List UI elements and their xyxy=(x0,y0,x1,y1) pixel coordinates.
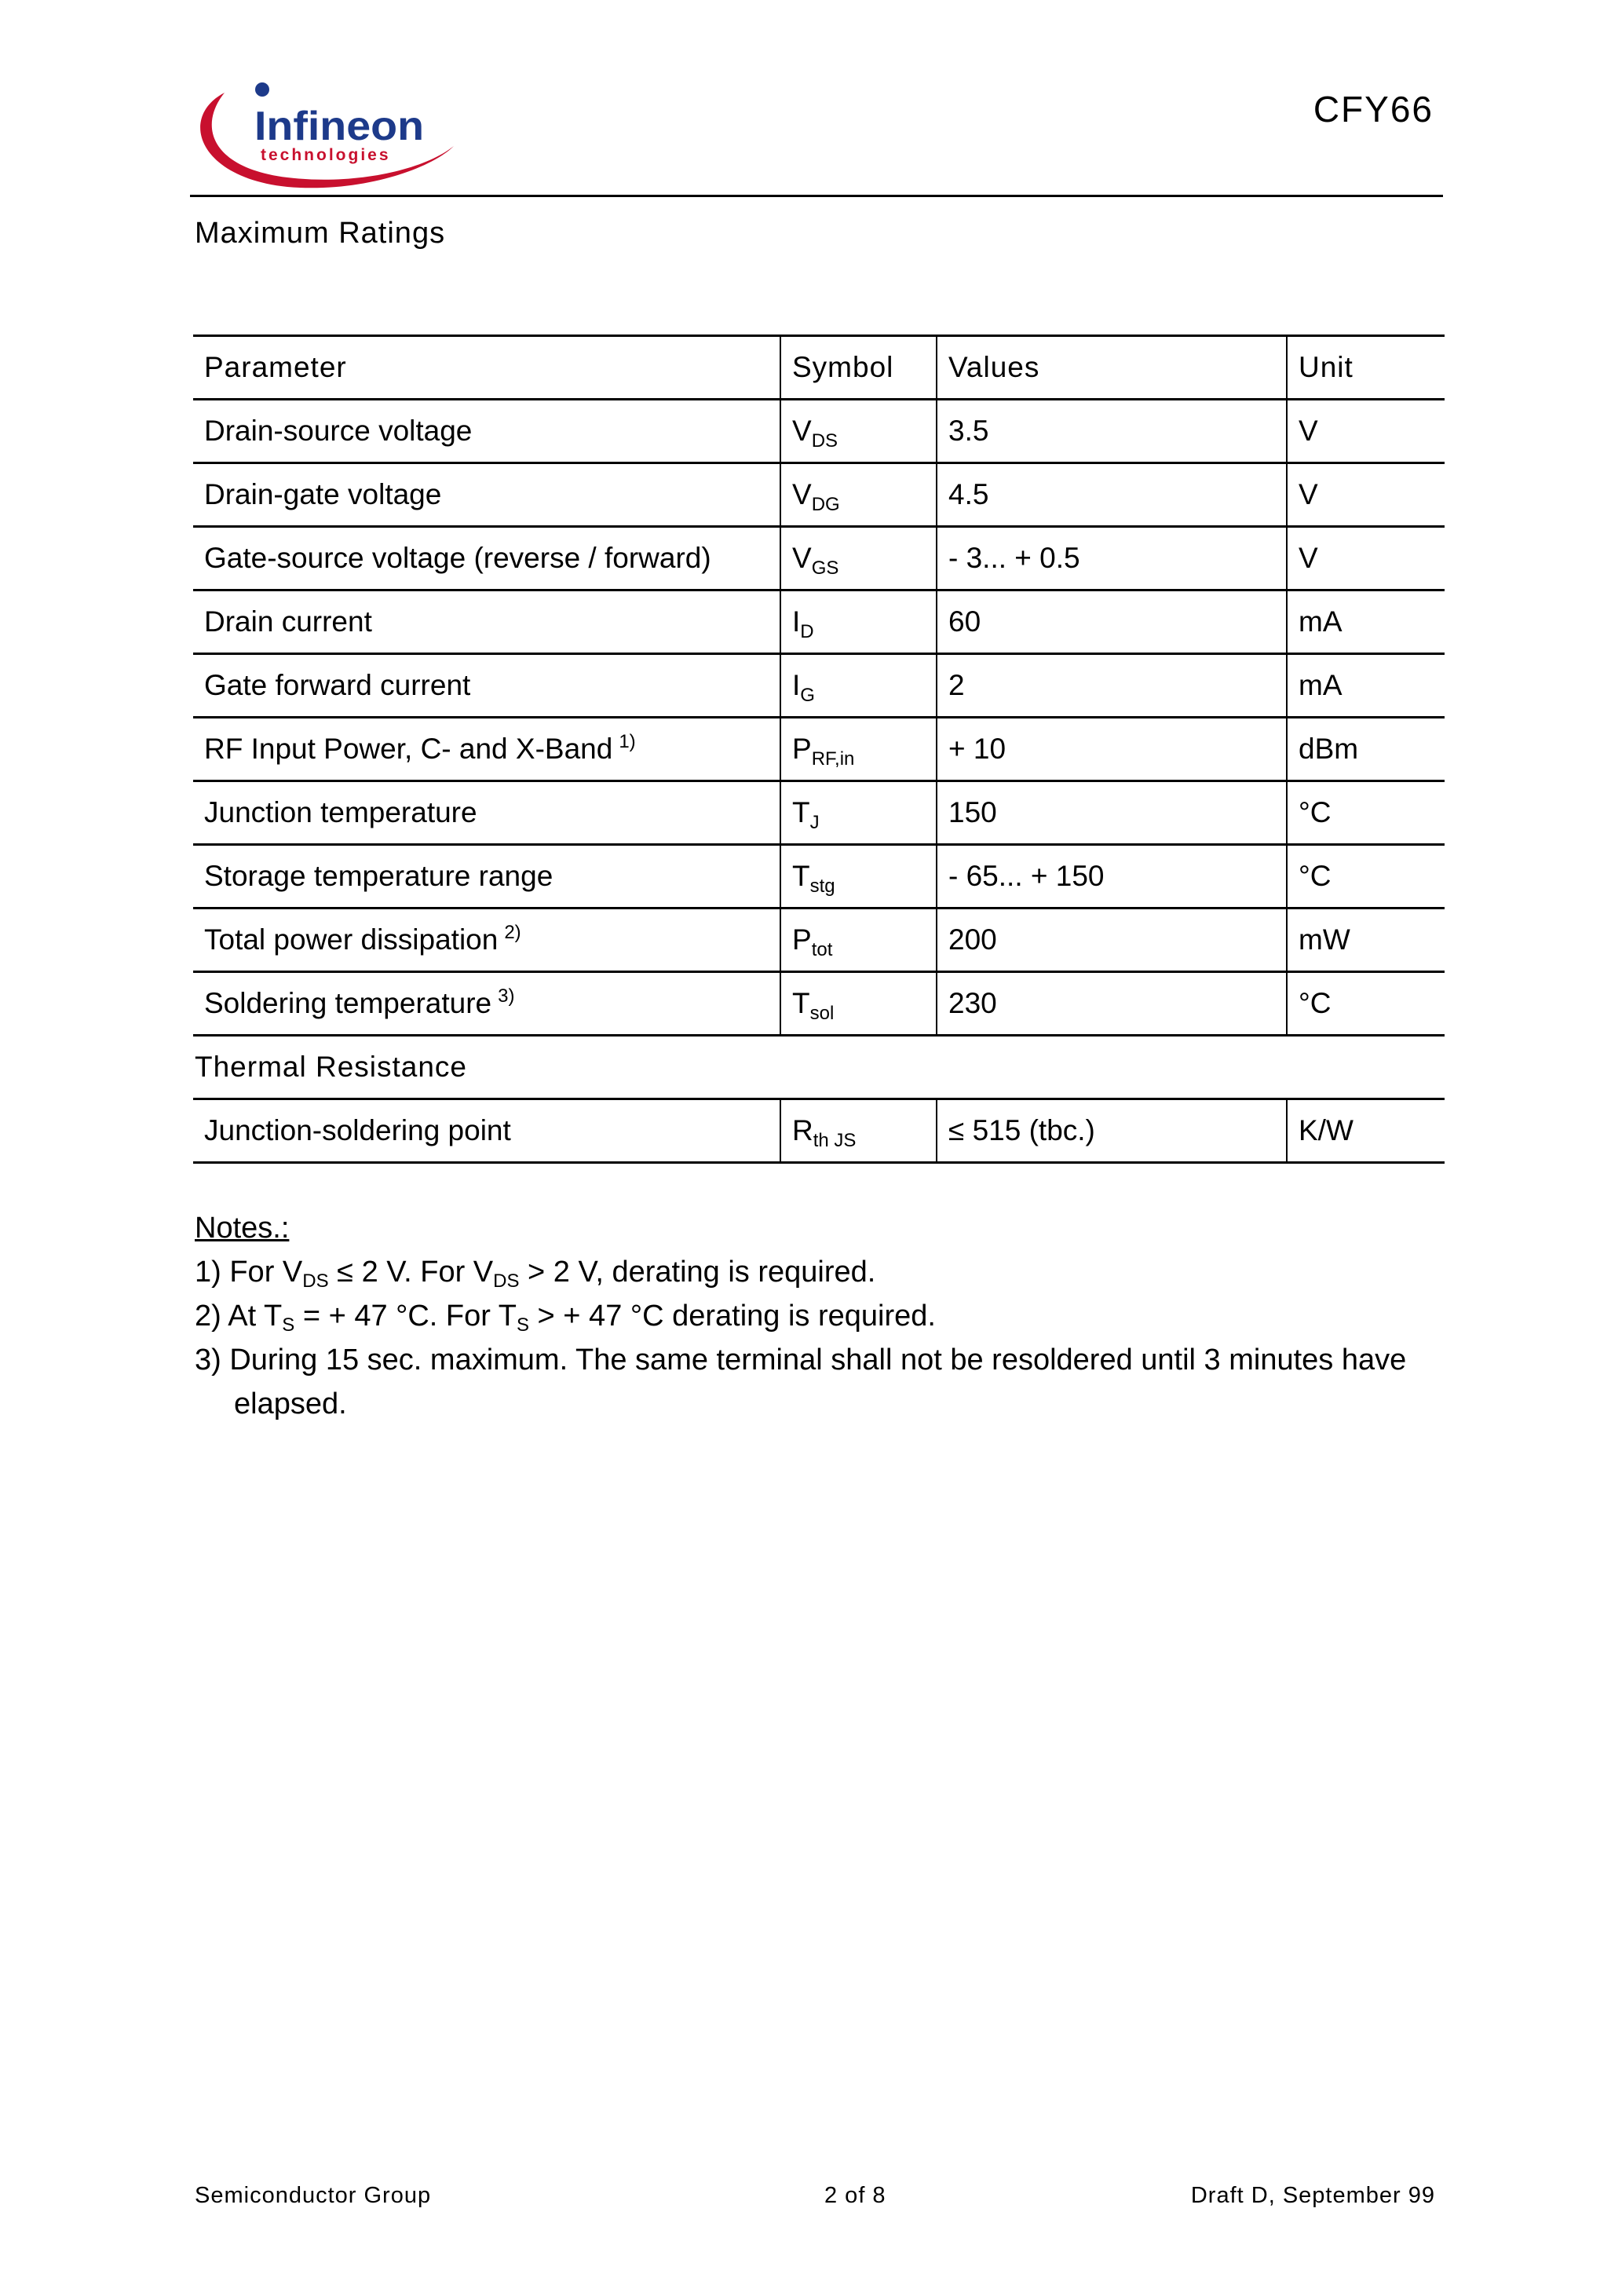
header-parameter: Parameter xyxy=(193,336,780,400)
symbol-cell: $T_{sol}$ xyxy=(780,972,937,1036)
value-cell: 230 xyxy=(937,972,1287,1036)
table-row xyxy=(193,845,1445,909)
footnote-ref: 2) xyxy=(504,922,521,943)
parameter-cell: Gate forward current xyxy=(193,654,780,718)
notes-section xyxy=(195,1206,1467,1426)
maximum-ratings-table xyxy=(193,335,1445,1164)
table-row xyxy=(193,654,1445,718)
footnote-ref: 3) xyxy=(498,985,515,1007)
table-row xyxy=(193,400,1445,463)
parameter-cell: Soldering temperature $^{3)}$ xyxy=(193,972,780,1036)
parameter-cell: Gate-source voltage (reverse / forward) xyxy=(193,527,780,590)
table-row xyxy=(193,527,1445,590)
value-cell: + 10 xyxy=(937,718,1287,781)
value-cell: 4.5 xyxy=(937,463,1287,527)
parameter-cell: Storage temperature range xyxy=(193,845,780,909)
value-cell: 2 xyxy=(937,654,1287,718)
header-symbol: Symbol xyxy=(780,336,937,400)
unit-cell: V xyxy=(1287,400,1445,463)
parameter-cell: Drain-source voltage xyxy=(193,400,780,463)
unit-cell: K/W xyxy=(1287,1099,1445,1163)
symbol-cell: $R_{th JS}$ xyxy=(780,1099,937,1163)
unit-cell: V xyxy=(1287,527,1445,590)
unit-cell: mW xyxy=(1287,909,1445,972)
thermal-resistance-title: Thermal Resistance xyxy=(193,1036,1445,1099)
table-row xyxy=(193,463,1445,527)
infineon-logo xyxy=(195,75,462,201)
parameter-cell: RF Input Power, C- and X-Band $^{1)}$ xyxy=(193,718,780,781)
value-cell: 200 xyxy=(937,909,1287,972)
table-row xyxy=(193,909,1445,972)
unit-cell: V xyxy=(1287,463,1445,527)
symbol-cell: $I_D$ xyxy=(780,590,937,654)
symbol-cell: $T_J$ xyxy=(780,781,937,845)
table-row xyxy=(193,1099,1445,1163)
value-cell: 150 xyxy=(937,781,1287,845)
symbol-cell: $P_{tot}$ xyxy=(780,909,937,972)
unit-cell: mA xyxy=(1287,590,1445,654)
parameter-cell: Junction temperature xyxy=(193,781,780,845)
parameter-cell: Total power dissipation $^{2)}$ xyxy=(193,909,780,972)
value-cell: - 3... + 0.5 xyxy=(937,527,1287,590)
symbol-cell: $V_{DS}$ xyxy=(780,400,937,463)
parameter-cell: Junction-soldering point xyxy=(193,1099,780,1163)
table-header-row xyxy=(193,336,1445,400)
notes-heading: Notes.: xyxy=(195,1212,290,1245)
footer-revision: Draft D, September 99 xyxy=(1190,2183,1435,2208)
logo-tagline-text: technologies xyxy=(261,146,391,164)
unit-cell: °C xyxy=(1287,845,1445,909)
symbol-cell: $P_{RF,in}$ xyxy=(780,718,937,781)
section-title: Maximum Ratings xyxy=(195,217,446,250)
parameter-cell: Drain-gate voltage xyxy=(193,463,780,527)
logo-brand-text: Infineon xyxy=(254,104,424,149)
symbol-cell: $V_{GS}$ xyxy=(780,527,937,590)
footer-page-number: 2 of 8 xyxy=(824,2183,886,2208)
symbol-cell: $T_{stg}$ xyxy=(780,845,937,909)
unit-cell: mA xyxy=(1287,654,1445,718)
unit-cell: dBm xyxy=(1287,718,1445,781)
header-unit: Unit xyxy=(1287,336,1445,400)
note-3: 3) During 15 sec. maximum. The same terminal shall not be resoldered until 3 minutes have xyxy=(195,1344,1407,1377)
part-number: CFY66 xyxy=(1313,89,1434,130)
value-cell: 60 xyxy=(937,590,1287,654)
symbol-cell: $I_G$ xyxy=(780,654,937,718)
parameter-cell: Drain current xyxy=(193,590,780,654)
note-3-continuation: elapsed. xyxy=(234,1387,347,1420)
thermal-resistance-heading-row xyxy=(193,1036,1445,1099)
unit-cell: °C xyxy=(1287,781,1445,845)
note-2: 2) At $T_S$ = + 47 °C. For $T_S$ > + 47 °C derating is required. xyxy=(195,1300,936,1336)
value-cell: - 65... + 150 xyxy=(937,845,1287,909)
table-row xyxy=(193,590,1445,654)
table-row xyxy=(193,972,1445,1036)
value-cell: ≤ 515 (tbc.) xyxy=(937,1099,1287,1163)
value-cell: 3.5 xyxy=(937,400,1287,463)
table-row xyxy=(193,718,1445,781)
symbol-cell: $V_{DG}$ xyxy=(780,463,937,527)
table-row xyxy=(193,781,1445,845)
unit-cell: °C xyxy=(1287,972,1445,1036)
header-values: Values xyxy=(937,336,1287,400)
header-divider xyxy=(190,195,1443,197)
note-1: 1) For $V_{DS} \le 2$ V. For $V_{DS} > 2$ V, derating is required. xyxy=(195,1256,876,1292)
footer-company: Semiconductor Group xyxy=(195,2183,432,2208)
footnote-ref: 1) xyxy=(619,731,636,752)
